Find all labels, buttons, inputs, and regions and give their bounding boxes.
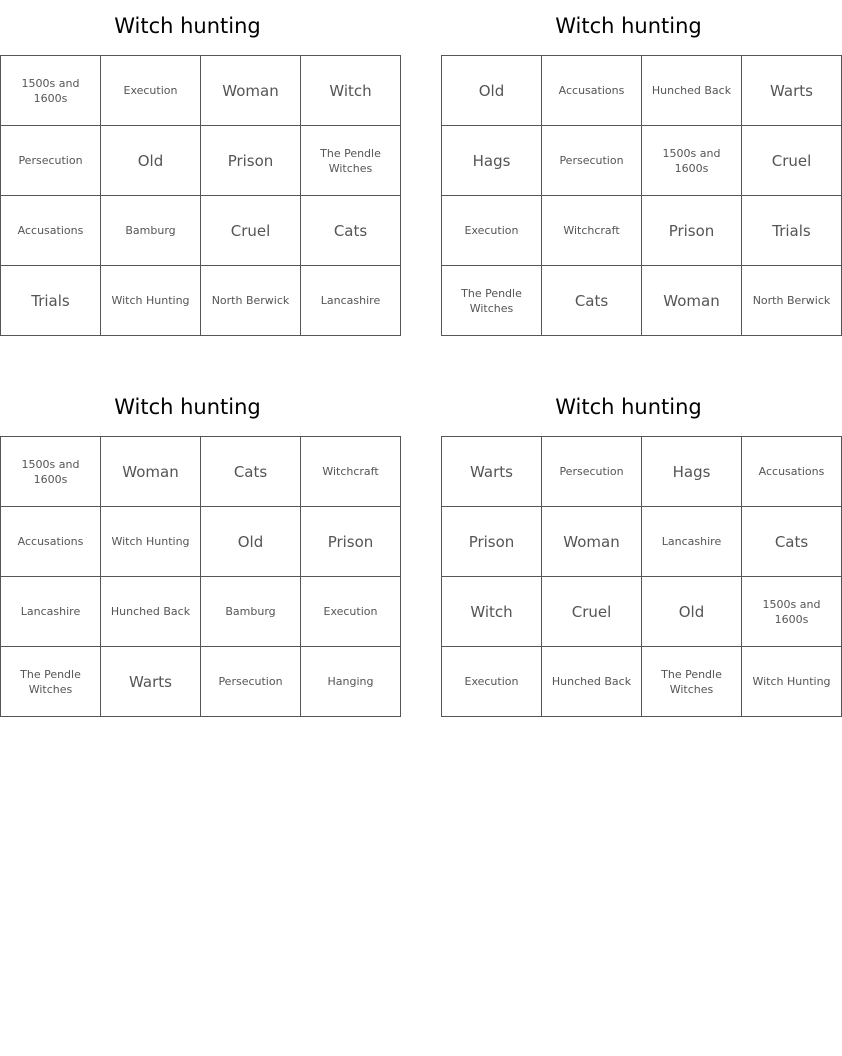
bingo-cell: Execution	[442, 647, 542, 717]
bingo-cell: Warts	[742, 56, 842, 126]
bingo-cell: Cruel	[201, 196, 301, 266]
bingo-cell: Cats	[201, 437, 301, 507]
bingo-cell: Cats	[542, 266, 642, 336]
grid-row	[442, 507, 842, 577]
grid-row	[1, 507, 401, 577]
bingo-cell: The Pendle Witches	[642, 647, 742, 717]
bingo-cell: The Pendle Witches	[1, 647, 101, 717]
bingo-cell: Witchcraft	[301, 437, 401, 507]
bingo-cell: Accusations	[742, 437, 842, 507]
grid-row	[1, 196, 401, 266]
bingo-cell: Prison	[642, 196, 742, 266]
bingo-cell: Witch	[442, 577, 542, 647]
bingo-cell: Accusations	[1, 196, 101, 266]
grid-row	[442, 196, 842, 266]
grid-row	[442, 56, 842, 126]
bingo-cell: Accusations	[542, 56, 642, 126]
grid-row	[1, 266, 401, 336]
bingo-cell: Witch	[301, 56, 401, 126]
bingo-cell: Bamburg	[101, 196, 201, 266]
bingo-cell: Lancashire	[1, 577, 101, 647]
bingo-cell: North Berwick	[742, 266, 842, 336]
bingo-cell: Old	[201, 507, 301, 577]
bingo-cell: Hags	[442, 126, 542, 196]
bingo-cell: Warts	[101, 647, 201, 717]
bingo-cell: Accusations	[1, 507, 101, 577]
bingo-cell: Woman	[201, 56, 301, 126]
bingo-cell: Execution	[442, 196, 542, 266]
bingo-cell: Prison	[201, 126, 301, 196]
bingo-cell: Woman	[101, 437, 201, 507]
bingo-cell: Lancashire	[642, 507, 742, 577]
bingo-cell: Prison	[442, 507, 542, 577]
bingo-cell: Cruel	[742, 126, 842, 196]
grid-row	[442, 647, 842, 717]
grid-row	[442, 266, 842, 336]
bingo-cell: Hunched Back	[542, 647, 642, 717]
bingo-cell: Hunched Back	[642, 56, 742, 126]
bingo-cell: Persecution	[201, 647, 301, 717]
bingo-grid	[0, 55, 401, 336]
card-title: Witch hunting	[114, 395, 261, 419]
bingo-cell: Witchcraft	[542, 196, 642, 266]
bingo-cell: Old	[101, 126, 201, 196]
bingo-cell: North Berwick	[201, 266, 301, 336]
bingo-cell: The Pendle Witches	[301, 126, 401, 196]
bingo-cell: Hags	[642, 437, 742, 507]
grid-row	[1, 126, 401, 196]
bingo-cell: Trials	[742, 196, 842, 266]
bingo-cell: Persecution	[542, 437, 642, 507]
grid-row	[442, 577, 842, 647]
bingo-cell: Cats	[742, 507, 842, 577]
bingo-cell: 1500s and 1600s	[642, 126, 742, 196]
bingo-cell: Hunched Back	[101, 577, 201, 647]
bingo-cell: Execution	[101, 56, 201, 126]
bingo-cell: Lancashire	[301, 266, 401, 336]
bingo-cell: Old	[642, 577, 742, 647]
bingo-cell: Witch Hunting	[101, 507, 201, 577]
bingo-cell: Prison	[301, 507, 401, 577]
bingo-cell: Execution	[301, 577, 401, 647]
grid-row	[1, 437, 401, 507]
bingo-cell: 1500s and 1600s	[1, 56, 101, 126]
grid-row	[1, 56, 401, 126]
bingo-cell: Cruel	[542, 577, 642, 647]
card-title: Witch hunting	[555, 395, 702, 419]
bingo-cell: Hanging	[301, 647, 401, 717]
bingo-cell: Trials	[1, 266, 101, 336]
bingo-grid	[441, 55, 842, 336]
bingo-grid	[0, 436, 401, 717]
bingo-cell: Woman	[642, 266, 742, 336]
bingo-cell: The Pendle Witches	[442, 266, 542, 336]
bingo-cell: 1500s and 1600s	[1, 437, 101, 507]
bingo-cell: Warts	[442, 437, 542, 507]
grid-row	[442, 437, 842, 507]
grid-row	[442, 126, 842, 196]
bingo-cell: Old	[442, 56, 542, 126]
bingo-cell: Cats	[301, 196, 401, 266]
card-title: Witch hunting	[555, 14, 702, 38]
bingo-cell: Persecution	[1, 126, 101, 196]
bingo-cell: 1500s and 1600s	[742, 577, 842, 647]
bingo-cell: Witch Hunting	[101, 266, 201, 336]
bingo-cell: Bamburg	[201, 577, 301, 647]
grid-row	[1, 577, 401, 647]
grid-row	[1, 647, 401, 717]
bingo-cell: Witch Hunting	[742, 647, 842, 717]
bingo-cell: Persecution	[542, 126, 642, 196]
card-title: Witch hunting	[114, 14, 261, 38]
bingo-grid	[441, 436, 842, 717]
bingo-cell: Woman	[542, 507, 642, 577]
